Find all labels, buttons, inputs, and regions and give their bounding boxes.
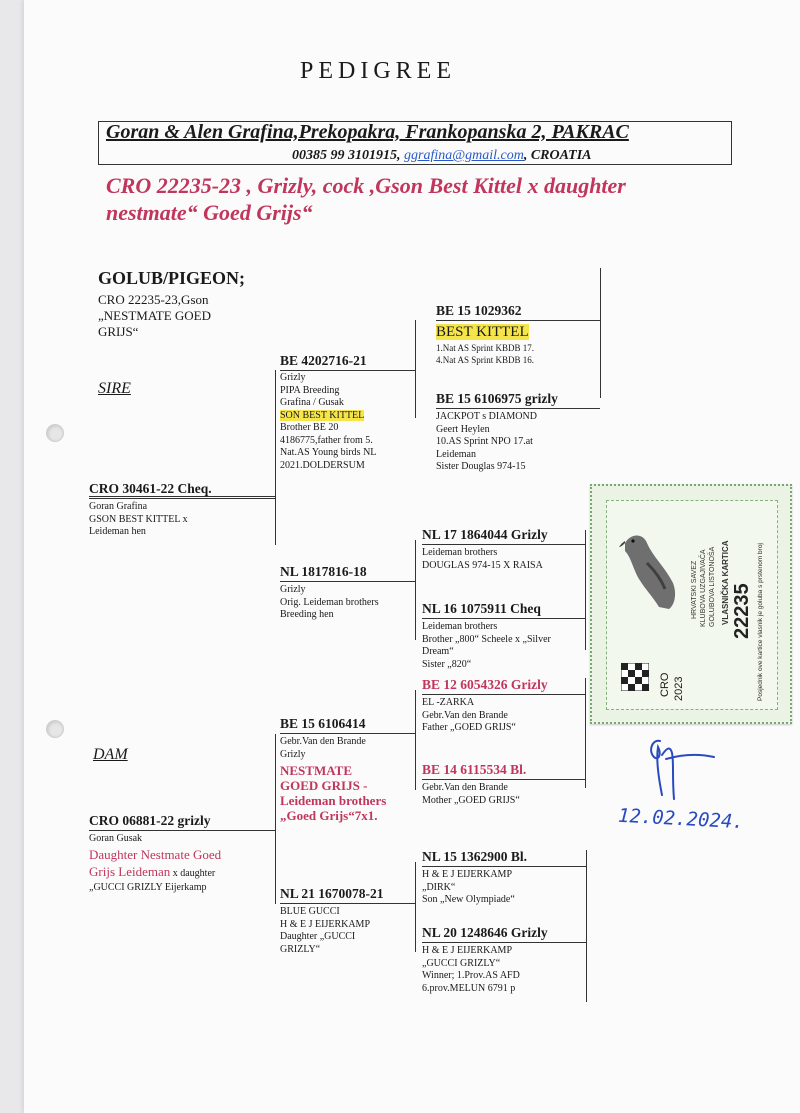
sss-box (436, 302, 600, 366)
sdd-line: Brother „800“ Scheele x „Silver (422, 633, 551, 645)
ssd-line: JACKPOT s DIAMOND (436, 411, 537, 422)
pigeon-line: „NESTMATE GOED (98, 308, 212, 323)
bracket-line (585, 530, 586, 650)
ddd-box (422, 924, 586, 995)
sire-line: Leideman hen (89, 526, 146, 537)
dds-box (422, 848, 586, 907)
sire-dam-ring: NL 1817816-18 (280, 563, 415, 582)
dam-sire-ring: BE 15 6106414 (280, 715, 415, 734)
sire-sire-line: Nat.AS Young birds NL (280, 447, 377, 458)
sdd-line: Dream“ (422, 646, 454, 657)
pigeon-headline: CRO 22235-23 , Grizly, cock ,Gson Best Kittel x daughter nestmate“ Goed Grijs“ (106, 173, 626, 225)
owner-name: Goran & Alen Grafina,Prekopakra, Frankopanska 2, PAKRAC (106, 121, 629, 143)
ssd-ring: BE 15 6106975 grizly (436, 390, 600, 409)
ddd-line: Winner; 1.Prov.AS AFD (422, 970, 520, 981)
sire-label: SIRE (98, 380, 131, 397)
pigeon-icon (613, 523, 683, 613)
card-org-line: GOLUBOVA LISTONOŠA (709, 546, 716, 627)
dam-dam-box (280, 885, 415, 956)
ssd-line: Geert Heylen (436, 423, 490, 435)
sire-dam-line: Orig. Leideman brothers (280, 596, 379, 608)
pigeon-line: GRIJS“ (98, 324, 139, 339)
ddd-ring: NL 20 1248646 Grizly (422, 924, 586, 943)
ddd-line: H & E J EIJERKAMP (422, 945, 513, 956)
dds-line: „DIRK“ (422, 881, 456, 893)
sds-line: DOUGLAS 974-15 X RAISA (422, 559, 543, 571)
bracket-line (275, 370, 276, 545)
ssd-box (436, 390, 600, 474)
dsd-line: Gebr.Van den Brande (422, 782, 508, 793)
card-org-line: HRVATSKI SAVEZ (691, 560, 698, 619)
bracket-line (415, 540, 416, 640)
owner-contact (292, 148, 592, 164)
dds-ring: NL 15 1362900 Bl. (422, 848, 586, 867)
dss-line: Father „GOED GRIJS“ (422, 722, 516, 733)
bracket-line (600, 268, 601, 398)
owner-country-sep: , (523, 148, 528, 163)
punch-hole (46, 424, 64, 442)
dam-red-line: Daughter Nestmate Goed (89, 846, 222, 862)
dsd-box (422, 761, 585, 807)
pigeon-description (98, 292, 278, 340)
sire-sire-line: PIPA Breeding (280, 384, 340, 396)
ddd-line: 6.prov.MELUN 6791 p (422, 982, 516, 994)
dam-sire-line: Gebr.Van den Brande (280, 736, 366, 747)
dam-sire-line: Grizly (280, 748, 306, 760)
page-title: PEDIGREE (300, 58, 456, 84)
dam-sire-box (280, 715, 415, 823)
dam-after: x daughter (170, 867, 216, 879)
sire-sire-line: Grafina / Gusak (280, 397, 344, 408)
dam-description (89, 846, 275, 882)
bracket-line (415, 320, 416, 418)
dam-line: „GUCCI GRIZLY Eijerkamp (89, 881, 207, 893)
dsd-ring: BE 14 6115534 Bl. (422, 761, 585, 780)
sds-ring: NL 17 1864044 Grizly (422, 526, 585, 545)
sss-ring: BE 15 1029362 (436, 302, 600, 321)
sire-sire-highlight: SON BEST KITTEL (280, 409, 365, 421)
card-country: CRO (659, 672, 671, 697)
ssd-line: 10.AS Sprint NPO 17.at (436, 436, 533, 447)
bracket-line (415, 690, 416, 790)
dss-ring: BE 12 6054326 Grizly (422, 676, 585, 695)
dam-dam-ring: NL 21 1670078-21 (280, 885, 415, 904)
card-org-line: KLUBOVA UZGAJIVAČA (700, 549, 707, 627)
dsd-line: Mother „GOED GRIJS“ (422, 794, 520, 806)
bracket-line (415, 862, 416, 952)
ssd-line: Sister Douglas 974-15 (436, 461, 526, 472)
card-note: Posjednik ove kartice vlasnik je goluba s prstenom broj (757, 543, 764, 701)
dam-sire-red-line: Leideman brothers (280, 793, 387, 808)
dam-red-line: Grijs Leideman (89, 863, 171, 879)
dam-line: Goran Gusak (89, 833, 143, 844)
dam-dam-line: Daughter „GUCCI (280, 931, 356, 942)
ownership-card (590, 484, 792, 724)
bracket-line (275, 734, 276, 904)
sdd-box (422, 600, 585, 671)
sdd-line: Sister „820“ (422, 658, 472, 670)
sss-line: 1.Nat AS Sprint KBDB 17. (436, 343, 535, 353)
sire-line: Goran Grafina (89, 501, 148, 512)
card-number: 22235 (731, 583, 753, 639)
sire-dam-line: Breeding hen (280, 609, 334, 620)
dam-dam-line: BLUE GUCCI (280, 906, 340, 917)
pigeon-heading: GOLUB/PIGEON; (98, 268, 246, 288)
card-title: VLASNIČKA KARTICA (721, 540, 730, 625)
ssd-line: Leideman (436, 448, 476, 460)
sire-sire-ring: BE 4202716-21 (280, 352, 415, 371)
dam-label: DAM (93, 746, 128, 763)
dam-dam-line: H & E J EIJERKAMP (280, 918, 371, 930)
checkered-logo-icon (621, 663, 649, 691)
dss-line: EL -ZARKA (422, 697, 475, 708)
dss-box (422, 676, 585, 735)
sss-highlight: BEST KITTEL (436, 324, 529, 340)
bracket-line (586, 850, 587, 1002)
owner-email[interactable]: ggrafina@gmail.com (404, 148, 524, 163)
dss-line: Gebr.Van den Brande (422, 709, 508, 721)
owner-phone: 00385 99 3101915, (292, 148, 401, 163)
sire-sire-line: 4186775,father from 5. (280, 434, 373, 446)
bracket-line (585, 678, 586, 788)
sds-line: Leideman brothers (422, 547, 498, 558)
signature-icon (596, 735, 726, 807)
punch-hole (46, 720, 64, 738)
sire-sire-line: Brother BE 20 (280, 422, 339, 433)
sire-sire-box (280, 352, 415, 472)
signature-date: 12.02.2024. (617, 804, 745, 834)
sire-box (89, 480, 275, 539)
sire-dam-box (280, 563, 415, 622)
dam-dam-line: GRIZLY“ (280, 943, 321, 955)
sire-line: GSON BEST KITTEL x (89, 513, 188, 525)
sire-sire-line: Grizly (280, 372, 306, 383)
pigeon-line: CRO 22235-23,Gson (98, 292, 209, 307)
dam-sire-red-line: GOED GRIJS - (280, 778, 368, 793)
sds-box (422, 526, 585, 572)
dam-ring: CRO 06881-22 grizly (89, 812, 275, 831)
sire-ring: CRO 30461-22 Cheq. (89, 480, 275, 499)
dam-box (89, 812, 275, 894)
sdd-line: Leideman brothers (422, 621, 498, 632)
sss-line: 4.Nat AS Sprint KBDB 16. (436, 354, 535, 365)
sire-dam-line: Grizly (280, 584, 306, 595)
ddd-line: „GUCCI GRIZLY“ (422, 957, 501, 969)
dam-sire-red-line: „Goed Grijs“7x1. (280, 808, 378, 823)
dam-sire-red-line: NESTMATE (280, 763, 352, 778)
card-year: 2023 (673, 676, 685, 701)
ownership-card-inner (606, 500, 778, 710)
dds-line: Son „New Olympiade“ (422, 894, 515, 905)
sdd-ring: NL 16 1075911 Cheq (422, 600, 585, 619)
dds-line: H & E J EIJERKAMP (422, 869, 513, 880)
sire-sire-line: 2021.DOLDERSUM (280, 459, 365, 471)
owner-country: CROATIA (530, 148, 592, 163)
